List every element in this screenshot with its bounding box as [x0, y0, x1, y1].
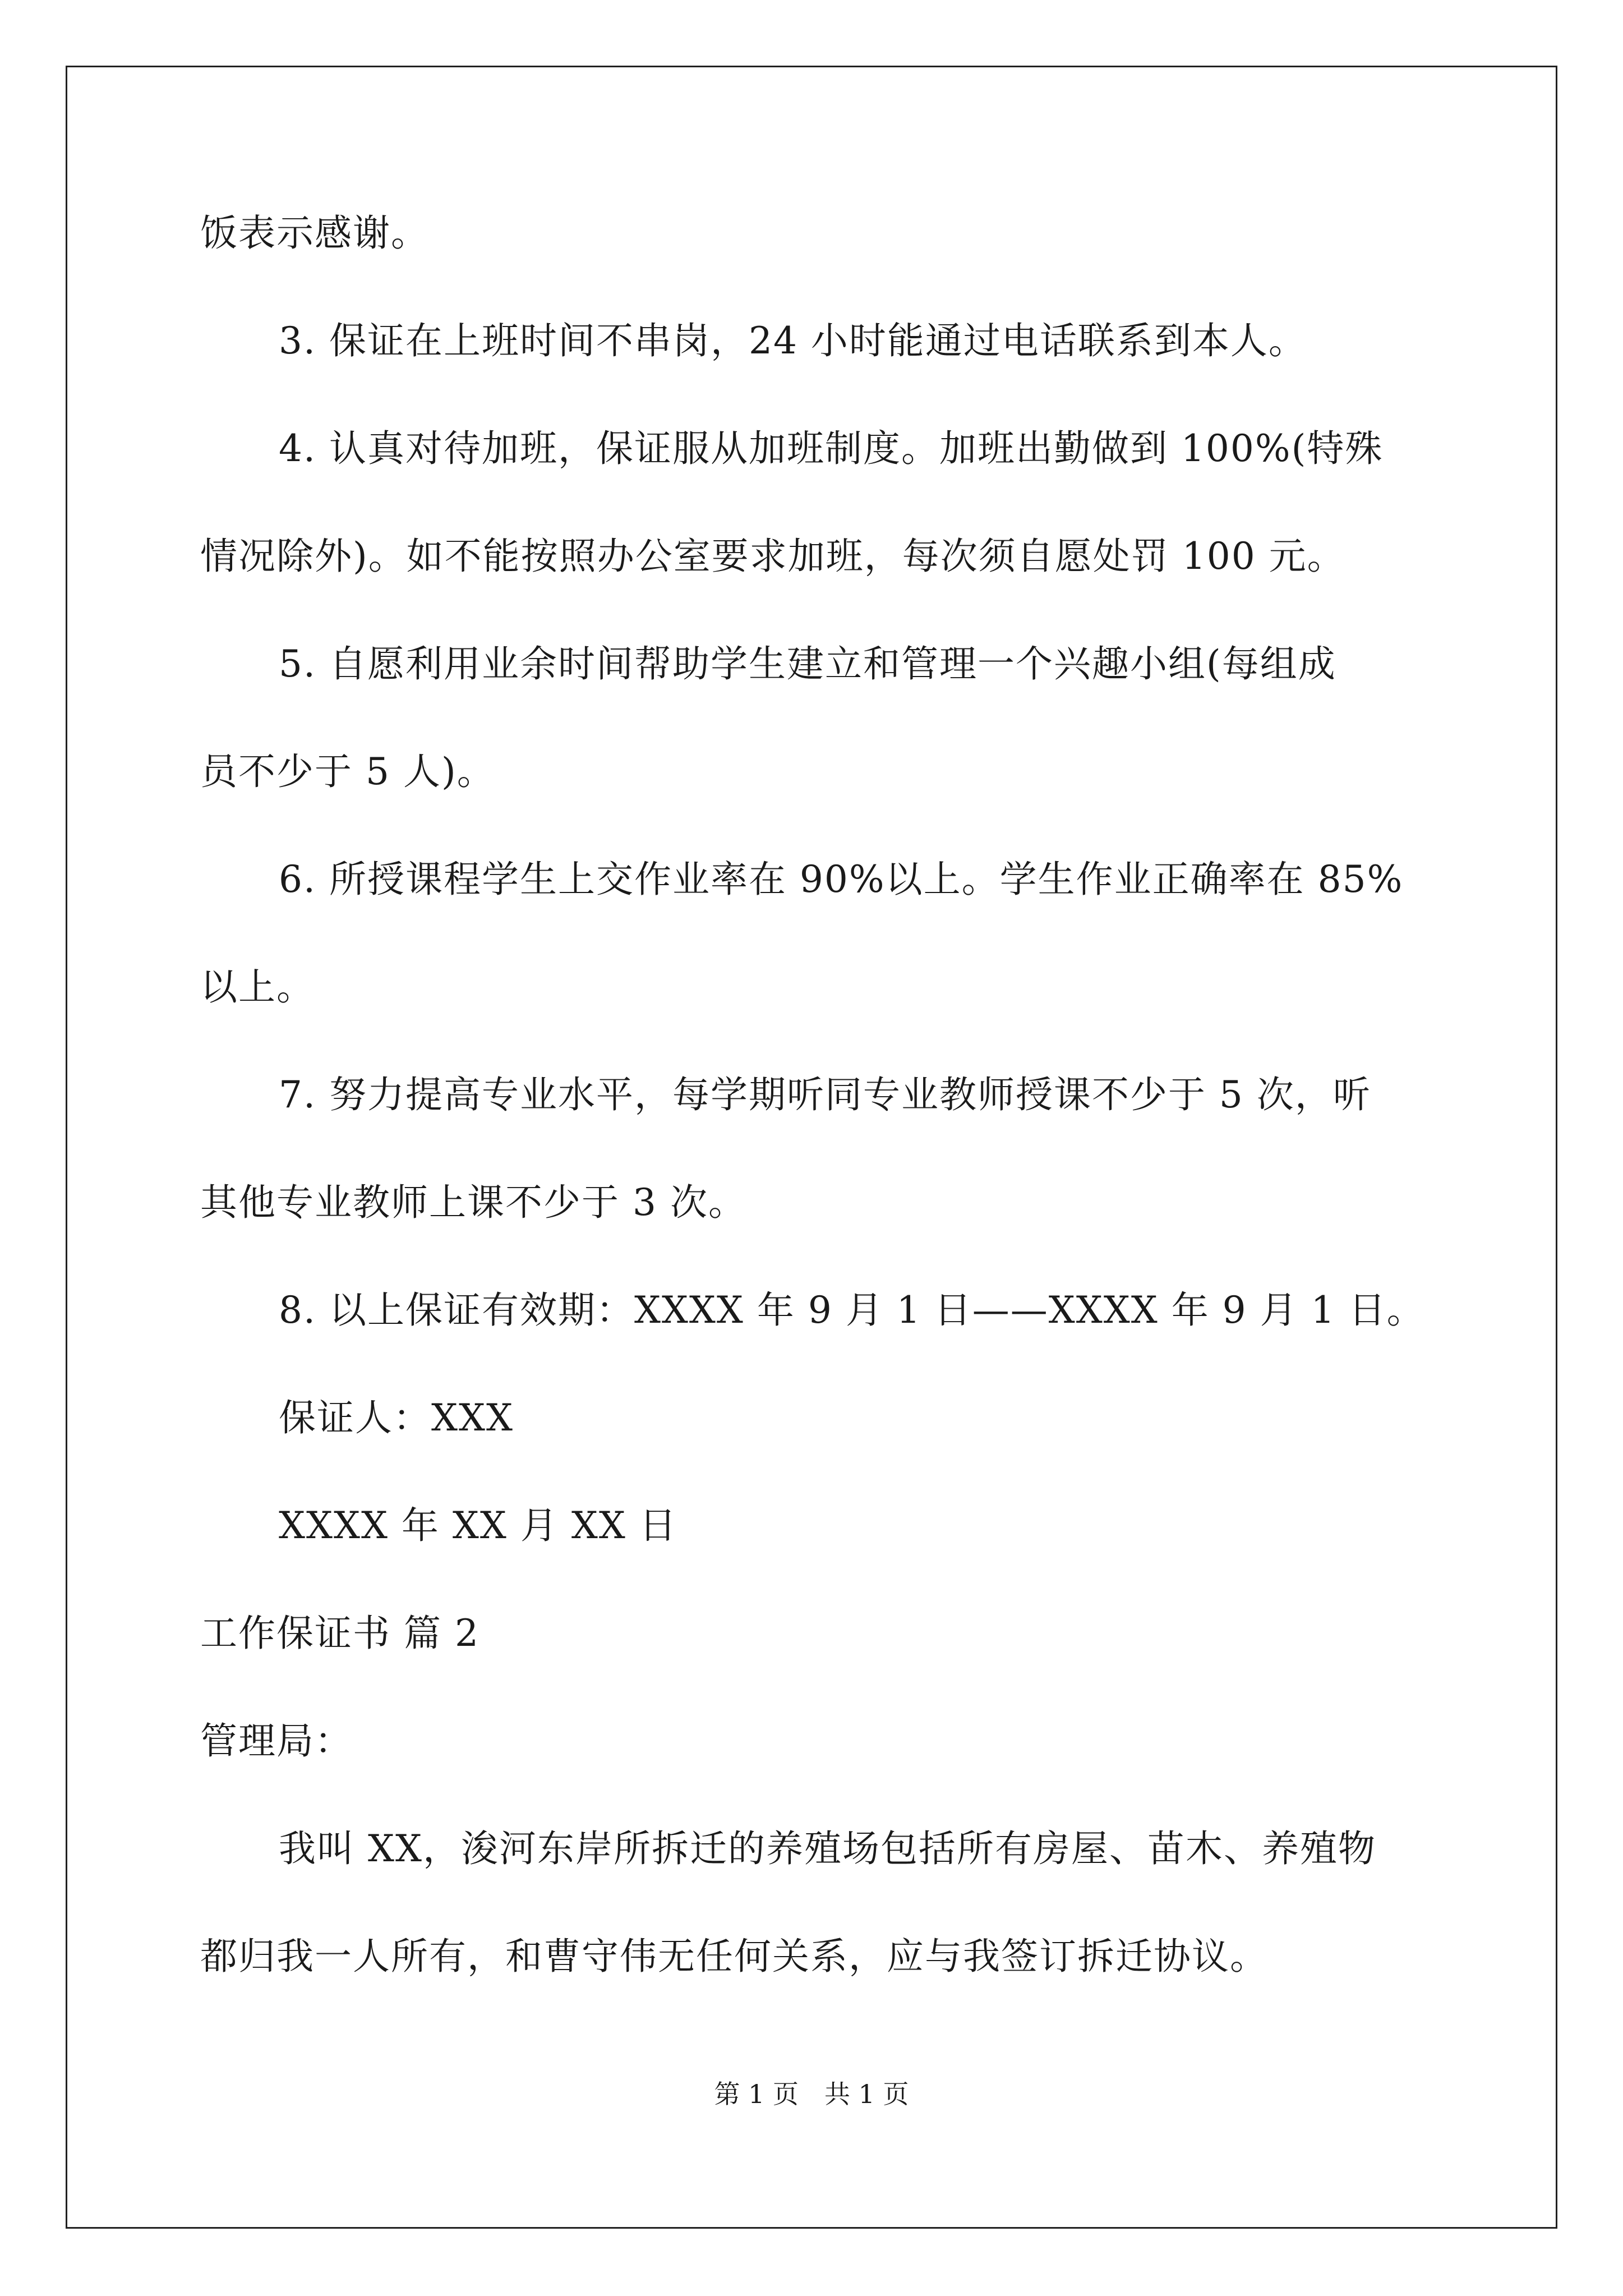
- text-line: 6. 所授课程学生上交作业率在 90%以上。学生作业正确率在 85%: [279, 858, 1404, 901]
- text-line: 7. 努力提高专业水平，每学期听同专业教师授课不少于 5 次，听: [279, 1073, 1371, 1116]
- date-line: XXXX 年 XX 月 XX 日: [279, 1504, 677, 1547]
- text-line: 员不少于 5 人)。: [200, 750, 495, 793]
- page-border: [66, 66, 1557, 2229]
- signatory-line: 保证人：XXX: [279, 1396, 514, 1439]
- text-line: 8. 以上保证有效期：XXXX 年 9 月 1 日——XXXX 年 9 月 1 日。: [279, 1289, 1425, 1332]
- text-line: 其他专业教师上课不少于 3 次。: [200, 1181, 746, 1224]
- text-line: 我叫 XX，浚河东岸所拆迁的养殖场包括所有房屋、苗木、养殖物: [279, 1827, 1376, 1870]
- addressee-line: 管理局：: [200, 1719, 353, 1763]
- text-line: 4. 认真对待加班，保证服从加班制度。加班出勤做到 100%(特殊: [279, 427, 1384, 470]
- text-line: 饭表示感谢。: [200, 211, 429, 255]
- text-line: 3. 保证在上班时间不串岗，24 小时能通过电话联系到本人。: [279, 319, 1307, 362]
- text-line: 都归我一人所有，和曹守伟无任何关系，应与我签订拆迁协议。: [200, 1935, 1268, 1978]
- text-line: 以上。: [200, 965, 315, 1009]
- page-number-footer: 第 1 页 共 1 页: [714, 2079, 909, 2109]
- text-line: 5. 自愿利用业余时间帮助学生建立和管理一个兴趣小组(每组成: [279, 642, 1336, 685]
- text-line: 情况除外)。如不能按照办公室要求加班，每次须自愿处罚 100 元。: [200, 535, 1345, 578]
- section-heading: 工作保证书 篇 2: [200, 1612, 479, 1655]
